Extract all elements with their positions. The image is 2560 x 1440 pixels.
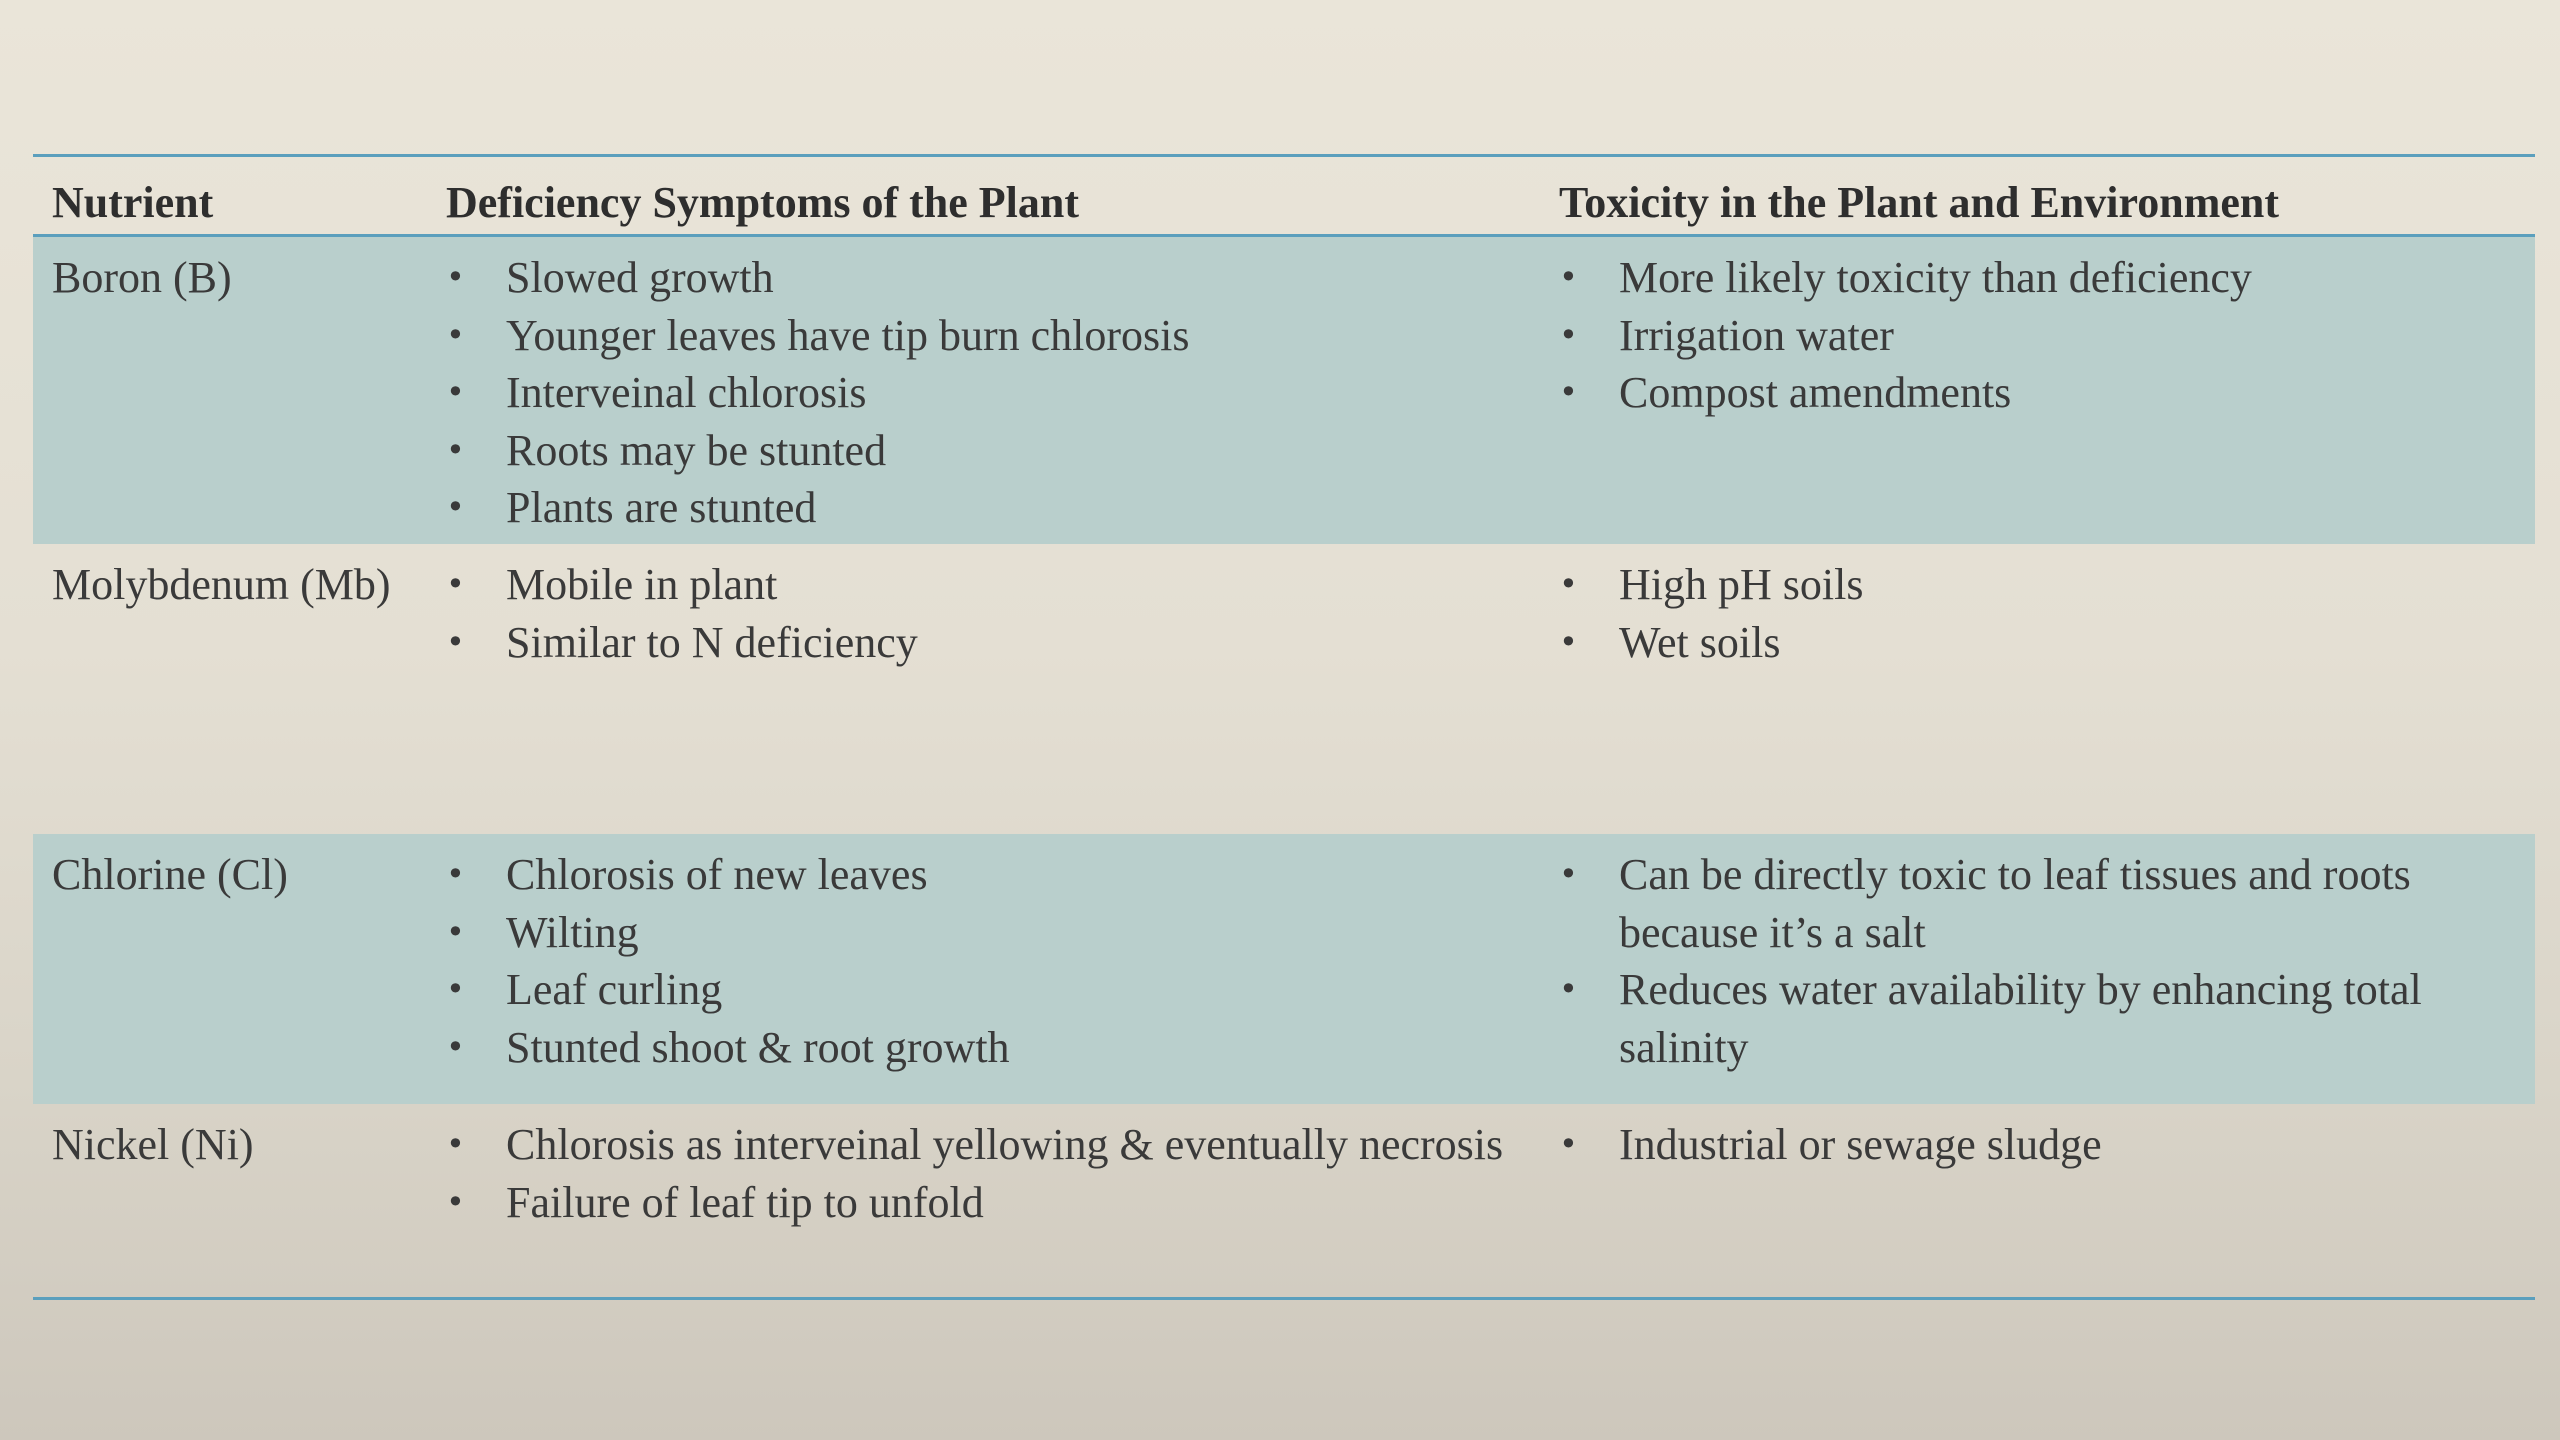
table-row-molybdenum: [33, 544, 2535, 834]
list-item: • Plants are stunted: [446, 479, 1559, 537]
nutrient-name: Chlorine (Cl): [52, 850, 288, 899]
list-item: • More likely toxicity than deficiency: [1559, 249, 2505, 307]
deficiency-list: [446, 544, 1559, 834]
header-toxicity: Toxicity in the Plant and Environment: [1559, 178, 2280, 227]
list-item: • Younger leaves have tip burn chlorosis: [446, 307, 1559, 365]
table-row-boron: [33, 237, 2535, 544]
list-item: • Wet soils: [1559, 614, 2505, 672]
list-item: • Chlorosis of new leaves: [446, 846, 1559, 904]
nutrient-table: [33, 154, 2535, 1300]
list-item: • Slowed growth: [446, 249, 1559, 307]
list-item: • Wilting: [446, 904, 1559, 962]
deficiency-list: [446, 237, 1559, 544]
list-item: • Roots may be stunted: [446, 422, 1559, 480]
deficiency-list: [446, 834, 1559, 1104]
nutrient-name: Nickel (Ni): [52, 1120, 254, 1169]
toxicity-list: [1559, 834, 2535, 1104]
list-item: • Failure of leaf tip to unfold: [446, 1174, 1559, 1232]
list-item: • Industrial or sewage sludge: [1559, 1116, 2505, 1174]
toxicity-list: [1559, 544, 2535, 834]
list-item: • High pH soils: [1559, 556, 2505, 614]
list-item: • Reduces water availability by enhancing total salinity: [1559, 961, 2505, 1076]
list-item: • Stunted shoot & root growth: [446, 1019, 1559, 1077]
toxicity-list: [1559, 1104, 2535, 1297]
list-item: • Chlorosis as interveinal yellowing & eventually necrosis: [446, 1116, 1559, 1174]
header-nutrient: Nutrient: [52, 178, 214, 227]
table-row-nickel: [33, 1104, 2535, 1297]
list-item: • Irrigation water: [1559, 307, 2505, 365]
table-header-row: [33, 157, 2535, 237]
deficiency-list: [446, 1104, 1559, 1297]
list-item: • Can be directly toxic to leaf tissues and roots because it’s a salt: [1559, 846, 2505, 961]
list-item: • Interveinal chlorosis: [446, 364, 1559, 422]
nutrient-name: Molybdenum (Mb): [52, 560, 391, 609]
table-row-chlorine: [33, 834, 2535, 1104]
list-item: • Leaf curling: [446, 961, 1559, 1019]
nutrient-name: Boron (B): [52, 253, 232, 302]
list-item: • Mobile in plant: [446, 556, 1559, 614]
header-deficiency: Deficiency Symptoms of the Plant: [446, 178, 1080, 227]
list-item: • Similar to N deficiency: [446, 614, 1559, 672]
toxicity-list: [1559, 237, 2535, 544]
list-item: • Compost amendments: [1559, 364, 2505, 422]
